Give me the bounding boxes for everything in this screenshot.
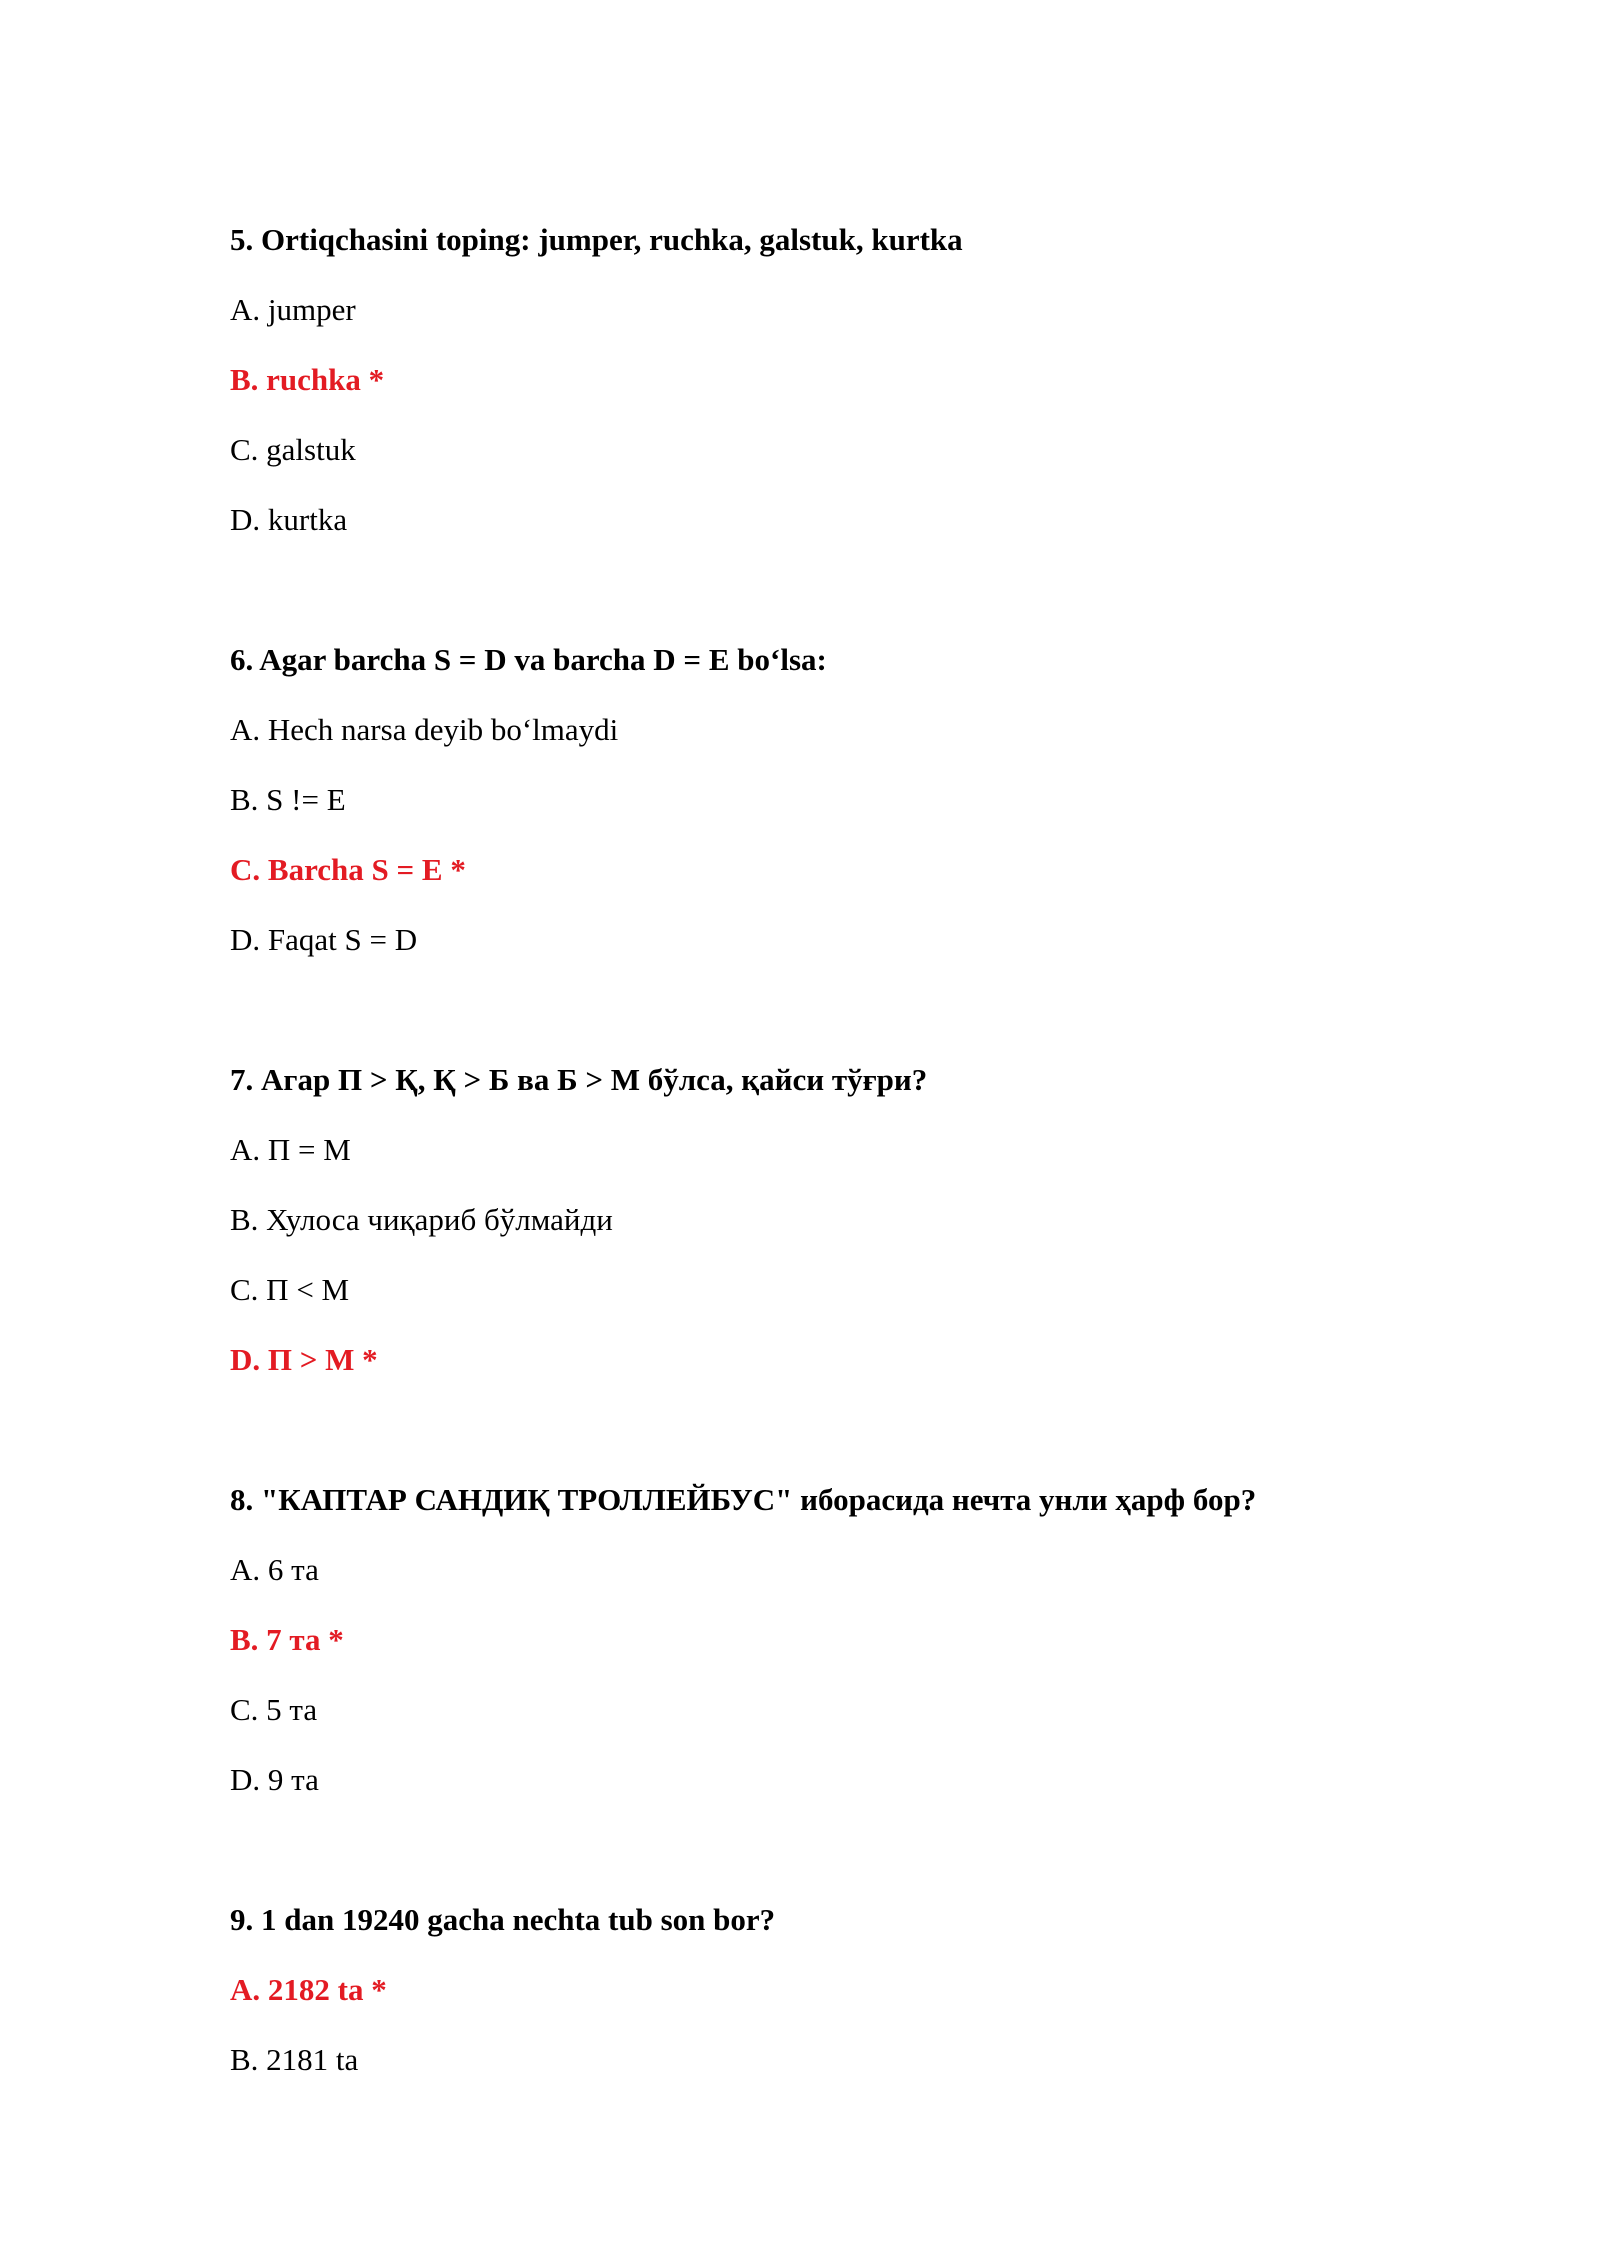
question-8 xyxy=(230,1482,1430,1798)
option-d: D. Faqat S = D xyxy=(230,922,418,957)
option-a: A. П = М xyxy=(230,1132,351,1167)
option-c: C. 5 та xyxy=(230,1692,318,1727)
option-b: B. 2181 ta xyxy=(230,2042,359,2077)
question-9 xyxy=(230,1902,1430,2078)
question-text: 5. Ortiqchasini toping: jumper, ruchka, galstuk, kurtka xyxy=(230,222,963,257)
option-b: B. Хулоса чиқариб бўлмайди xyxy=(230,1202,613,1237)
option-c: C. galstuk xyxy=(230,432,356,467)
option-c: C. П < М xyxy=(230,1272,350,1307)
option-d: D. kurtka xyxy=(230,502,348,537)
question-text: 6. Agar barcha S = D va barcha D = E bo‘lsa: xyxy=(230,642,827,677)
question-7 xyxy=(230,1062,1430,1378)
question-text: 9. 1 dan 19240 gacha nechta tub son bor? xyxy=(230,1902,776,1937)
question-5 xyxy=(230,222,1430,538)
option-a: A. Hech narsa deyib bo‘lmaydi xyxy=(230,712,619,747)
option-a: A. jumper xyxy=(230,292,356,327)
option-c-correct: C. Barcha S = E * xyxy=(230,852,466,887)
option-b: B. S != E xyxy=(230,782,346,817)
question-text: 7. Агар П > Қ, Қ > Б ва Б > М бўлса, қайси тўғри? xyxy=(230,1062,928,1097)
option-d: D. 9 та xyxy=(230,1762,319,1797)
option-b-correct: B. ruchka * xyxy=(230,362,385,397)
option-d-correct: D. П > М * xyxy=(230,1342,378,1377)
question-6 xyxy=(230,642,1430,958)
question-text: 8. "КАПТАР САНДИҚ ТРОЛЛЕЙБУС" иборасида нечта унли ҳарф бор? xyxy=(230,1482,1257,1517)
option-a: A. 6 та xyxy=(230,1552,319,1587)
option-b-correct: B. 7 та * xyxy=(230,1622,344,1657)
option-a-correct: A. 2182 ta * xyxy=(230,1972,387,2007)
